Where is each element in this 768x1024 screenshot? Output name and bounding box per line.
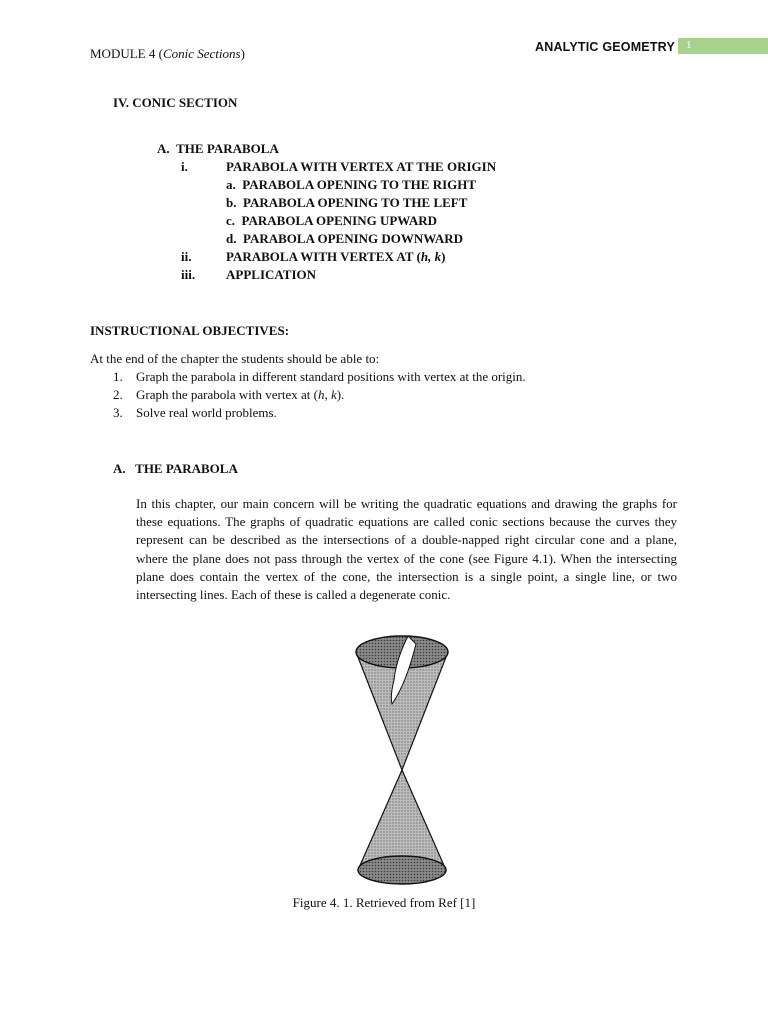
outline-iii-text: APPLICATION	[226, 267, 317, 282]
module-topic: Conic Sections	[162, 46, 241, 61]
outline-i-text: PARABOLA WITH VERTEX AT THE ORIGIN	[226, 159, 497, 174]
objective-3-num: 3.	[113, 405, 123, 420]
intro-paragraph: In this chapter, our main concern will be writing the quadratic equations and drawing the graphs for these equations. The graphs of quadratic equations are called conic sections because the curves they represent can be described as the intersections of a double-napped right circular cone and a plane, where the plane does not pass through the vertex of the cone (see Figure 4.1). When the intersecting plane does contain the vertex of the cone, the intersection is a single point, a single line, or two intersecting lines. Each of these is called a degenerate conic.	[136, 496, 677, 603]
section-title: IV. CONIC SECTION	[113, 95, 238, 110]
outline-sub-c: c. PARABOLA OPENING UPWARD	[226, 213, 438, 228]
objective-3-text: Solve real world problems.	[136, 405, 277, 420]
objectives-intro: At the end of the chapter the students should be able to:	[90, 351, 380, 366]
page-number-bar	[678, 38, 768, 54]
module-title: MODULE 4 (Conic Sections)	[90, 46, 245, 61]
parabola-heading: A. THE PARABOLA	[113, 461, 238, 476]
outline-sub-b: b. PARABOLA OPENING TO THE LEFT	[226, 195, 468, 210]
objective-1-num: 1.	[113, 369, 123, 384]
double-cone-figure	[350, 630, 454, 890]
outline-a: A. THE PARABOLA	[157, 141, 279, 156]
page-number: 1	[686, 39, 692, 51]
figure-caption: Figure 4. 1. Retrieved from Ref [1]	[292, 895, 476, 910]
outline-ii-text: PARABOLA WITH VERTEX AT (h, k)	[226, 249, 446, 264]
outline-ii-label: ii.	[181, 249, 192, 264]
objective-2-text: Graph the parabola with vertex at (h, k).	[136, 387, 345, 402]
objectives-heading: INSTRUCTIONAL OBJECTIVES:	[90, 323, 290, 338]
outline-i-label: i.	[181, 159, 188, 174]
objective-2-num: 2.	[113, 387, 123, 402]
course-title: ANALYTIC GEOMETRY	[535, 40, 675, 54]
outline-sub-a: a. PARABOLA OPENING TO THE RIGHT	[226, 177, 477, 192]
objective-1-text: Graph the parabola in different standard positions with vertex at the origin.	[136, 369, 526, 384]
outline-iii-label: iii.	[181, 267, 196, 282]
outline-sub-d: d. PARABOLA OPENING DOWNWARD	[226, 231, 464, 246]
lower-cone	[358, 770, 446, 870]
lower-cone-base	[358, 856, 446, 884]
